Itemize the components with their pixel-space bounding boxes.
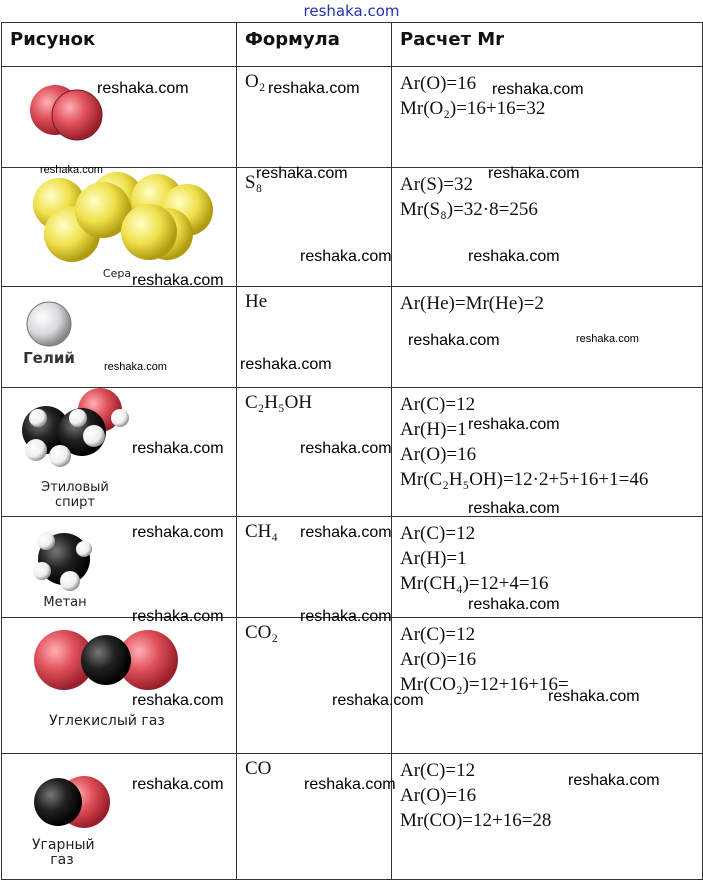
- calc-line: Ar(C)=12: [400, 523, 476, 544]
- watermark-text: reshaka.com: [256, 165, 348, 182]
- watermark-text: reshaka.com: [548, 688, 640, 705]
- molecule-name: Этиловый спирт: [41, 480, 109, 510]
- ethanol-molecule-image: [16, 388, 136, 473]
- calc-line: Ar(O)=16: [400, 73, 477, 94]
- watermark-text: reshaka.com: [132, 272, 224, 289]
- watermark-text: reshaka.com: [332, 692, 424, 709]
- calc-line: Ar(S)=32: [400, 174, 473, 195]
- watermark-text: reshaka.com: [468, 248, 560, 265]
- watermark-text: reshaka.com: [408, 332, 500, 349]
- calc-line: Mr(C₂H₅OH)=12·2+5+16+1=46: [400, 469, 649, 490]
- formula-cell: CO: [237, 754, 392, 880]
- watermark-text: reshaka.com: [304, 776, 396, 793]
- col-header-calc: Расчет Mr: [392, 23, 703, 67]
- table-header-row: [2, 23, 703, 67]
- formula-cell: O₂: [237, 67, 392, 168]
- calc-line: Ar(O)=16: [400, 444, 477, 465]
- calc-line: Ar(O)=16: [400, 785, 477, 806]
- picture-cell: [2, 168, 237, 287]
- molecule-name: Метан: [43, 595, 87, 610]
- watermark-text: reshaka.com: [132, 776, 224, 793]
- watermark-text: reshaka.com: [468, 596, 560, 613]
- watermark-text: reshaka.com: [132, 524, 224, 541]
- watermark-text: reshaka.com: [300, 608, 392, 625]
- picture-cell: [2, 618, 237, 754]
- watermark-text: reshaka.com: [104, 361, 167, 373]
- molecule-name: Углекислый газ: [49, 713, 165, 729]
- helium-atom-image: [22, 297, 82, 357]
- calc-line: Ar(H)=1: [400, 419, 467, 440]
- carbon-dioxide-molecule-image: [30, 622, 190, 702]
- calc-line: Mr(S₈)=32·8=256: [400, 199, 538, 220]
- watermark-text: reshaka.com: [300, 248, 392, 265]
- table-row: [2, 168, 703, 287]
- calc-cell: [392, 618, 703, 754]
- calc-line: Mr(CO₂)=12+16+16=: [400, 674, 569, 695]
- molecule-name: Угарный газ: [32, 837, 95, 868]
- watermark-text: reshaka.com: [488, 165, 580, 182]
- formula-cell: CH₄: [237, 517, 392, 618]
- watermark-text: reshaka.com: [132, 608, 224, 625]
- calc-line: Mr(O₂)=16+16=32: [400, 98, 546, 119]
- calc-line: Ar(C)=12: [400, 760, 476, 781]
- col-header-picture: Рисунок: [2, 23, 237, 67]
- watermark-text: reshaka.com: [468, 416, 560, 433]
- table-row: [2, 618, 703, 754]
- watermark-text: reshaka.com: [132, 440, 224, 457]
- watermark-text: reshaka.com: [568, 772, 660, 789]
- calc-line: Mr(CO)=12+16=28: [400, 810, 552, 831]
- calc-line: Ar(C)=12: [400, 394, 476, 415]
- calc-line: Ar(C)=12: [400, 624, 476, 645]
- watermark-text: reshaka.com: [268, 80, 360, 97]
- watermark-text: reshaka.com: [468, 500, 560, 517]
- watermark-text: reshaka.com: [300, 440, 392, 457]
- calc-line: Ar(He)=Mr(He)=2: [400, 293, 544, 314]
- calc-cell: [392, 168, 703, 287]
- col-header-formula: Формула: [237, 23, 392, 67]
- watermark-text: reshaka.com: [300, 524, 392, 541]
- calc-cell: [392, 388, 703, 517]
- carbon-monoxide-molecule-image: [28, 764, 128, 844]
- molecule-name: Сера: [102, 267, 132, 280]
- picture-cell: [2, 754, 237, 880]
- formula-cell: S₈: [237, 168, 392, 287]
- watermark-text: reshaka.com: [240, 356, 332, 373]
- calc-line: Ar(H)=1: [400, 548, 467, 569]
- methane-molecule-image: [26, 523, 106, 593]
- watermark-text: reshaka.com: [492, 81, 584, 98]
- watermark-text: reshaka.com: [97, 80, 189, 97]
- molecule-name: Гелий: [23, 349, 75, 367]
- sulfur-molecule-image: [17, 172, 217, 267]
- site-header[interactable]: reshaka.com: [303, 2, 400, 20]
- formula-cell: He: [237, 287, 392, 388]
- watermark-text: reshaka.com: [132, 692, 224, 709]
- formula-cell: C₂H₅OH: [237, 388, 392, 517]
- calc-line: Ar(O)=16: [400, 649, 477, 670]
- calc-line: Mr(CH₄)=12+4=16: [400, 573, 549, 594]
- watermark-text: reshaka.com: [40, 164, 103, 176]
- formula-cell: CO₂: [237, 618, 392, 754]
- watermark-text: reshaka.com: [576, 333, 639, 345]
